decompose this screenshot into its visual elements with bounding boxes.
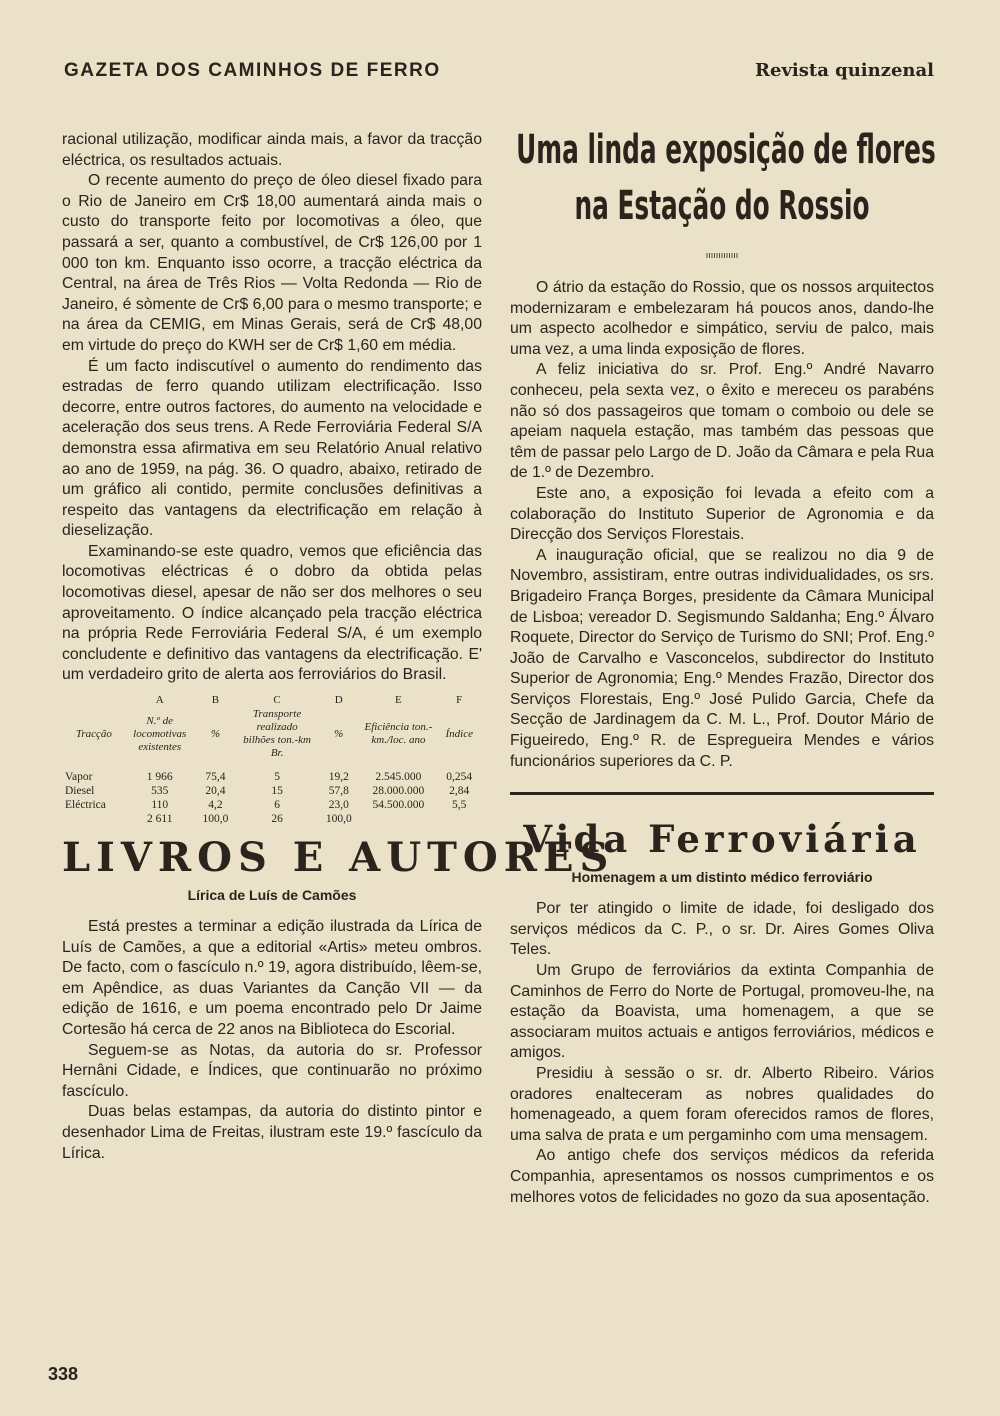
article-paragraph: É um facto indiscutível o aumento do rendimento das estradas de ferro quando utilizam electrificação. Isso decorre, entre outros factores, do aumento na velocidade e aceleração dos seus trens. A Rede Ferroviária Federal S/A demonstra essa afirmativa em seu Relatório Anual relativo ao ano de 1959, na pág. 36. O quadro, abaixo, retirado de um gráfico ali contido, permite conclusões definitivas a respeito das vantagens da electrificação em relação à dieselização. (62, 357, 482, 540)
left-column (62, 130, 615, 1164)
section-subtitle: Homenagem a um distinto médico ferroviário (571, 869, 873, 886)
article-paragraph: Ao antigo chefe dos serviços médicos da referida Companhia, apresentamos os nossos cumprimentos e os melhores votos de felicidades no gozo da sua aposentação. (510, 1147, 934, 1206)
column-letter: C (273, 694, 281, 707)
journal-title: GAZETA DOS CAMINHOS DE FERRO (64, 60, 441, 81)
article-paragraph: Está prestes a terminar a edição ilustrada da Lírica de Luís de Camões, a que a editorial «Artis» meteu ombros. De facto, com o fascículo n.º 19, agora distribuído, lêem-se, em Apêndice, as duas Variantes da Canção VII — da edição de 1616, e um poema encontrado pelo Dr Jaime Cortesão há cerca de 22 anos na Biblioteca do Escorial. (62, 918, 482, 1038)
section-title-livros: LIVROS E AUTORES (62, 834, 615, 882)
article-paragraph: Presidiu à sessão o sr. dr. Alberto Ribeiro. Vários oradores enalteceram as nobres qualidades do homenageado, a quem foram oferecidos ramos de flores, uma salva de prata e um pergaminho com uma mensagem. (510, 1065, 934, 1144)
column-letter: B (211, 694, 220, 707)
right-column (510, 122, 934, 1208)
column-header: Transporte realizado bilhões ton.-km Br. (243, 708, 311, 760)
column-letter: D (334, 694, 343, 707)
article-paragraph: A feliz iniciativa do sr. Prof. Eng.º André Navarro conheceu, pela sexta vez, o êxito e mereceu os parabéns não só dos passageiros que tomam o comboio ou dele se apeiam naquela estação, mas também das pessoas que têm de passar pelo Largo de D. João da Câmara e pela Rua de 1.º de Dezembro. (510, 361, 934, 482)
article-paragraph: Seguem-se as Notas, da autoria do sr. Professor Hernâni Cidade, e Índices, que continuarão no próximo fascículo. (62, 1041, 482, 1100)
article-paragraph: racional utilização, modificar ainda mais, a favor da tracção eléctrica, os resultados actuais. (62, 131, 482, 169)
article-paragraph: Por ter atingido o limite de idade, foi desligado dos serviços médicos da C. P., o sr. Dr. Aires Gomes Oliva Teles. (510, 900, 934, 959)
column-header: N.º de locomotivas existentes (133, 714, 187, 753)
efficiency-table (62, 694, 482, 826)
column-header: % (334, 727, 344, 740)
page-number: 338 (48, 1364, 79, 1384)
article-paragraph: Este ano, a exposição foi levada a efeito com a colaboração do Instituto Superior de Agronomia e da Direcção dos Serviços Florestais. (510, 484, 934, 544)
column-header: Tracção (75, 727, 112, 740)
column-header: Eficiência ton.-km./loc. ano (364, 721, 433, 747)
section-subtitle: Lírica de Luís de Camões (187, 887, 357, 904)
article-paragraph: Duas belas estampas, da autoria do distinto pintor e desenhador Lima de Freitas, ilustram este 19.º fascículo da Lírica. (62, 1103, 482, 1162)
column-letter: A (155, 694, 164, 707)
ornament-divider: ııııııııııııı (705, 250, 739, 260)
journal-subtitle: Revista quinzenal (755, 60, 934, 81)
column-letter: E (395, 694, 402, 707)
column-header: % (210, 727, 220, 740)
section-title-vida: Vida Ferroviária (523, 817, 921, 862)
column-letter: F (456, 694, 463, 707)
article-paragraph: Um Grupo de ferroviários da extinta Companhia de Caminhos de Ferro do Norte de Portugal, promoveu-lhe, na estação da Boavista, uma homenagem, a que se associaram muitos actuais e antigos ferroviários, médicos e amigos. (510, 962, 934, 1062)
column-header: Índice (445, 727, 473, 740)
table-row: Diesel 535 20,4 15 57,8 28.000.000 2,84 (65, 785, 470, 798)
table-row: Eléctrica 110 4,2 6 23,0 54.500.000 5,5 (65, 799, 467, 812)
exposicao-title-line2: na Estação do Rossio (574, 183, 870, 229)
section-divider (510, 792, 934, 795)
article-paragraph: Examinando-se este quadro, vemos que eficiência das locomotivas eléctricas é o dobro da obtida pelas locomotivas diesel, apesar de não ser dos melhores o seu aproveitamento. O índice alcançado pela tracção eléctrica na própria Rede Ferroviária Federal S/A, é um exemplo concludente e definitivo das vantagens da electrificação. E' um verdadeiro grito de alerta aos ferroviários do Brasil. (62, 542, 482, 684)
article-paragraph: A inauguração oficial, que se realizou no dia 9 de Novembro, assistiram, entre outras individualidades, os srs. Brigadeiro França Borges, presidente da Câmara Municipal de Lisboa; vereador D. Segismundo Saldanha; Eng.º Álvaro Roquete, Director do Serviço de Turismo do SNI; Prof. Eng.º João de Carvalho e Vasconcelos, subdirector do Instituto Superior de Agronomia; Eng.º Mendes Frazão, Director dos Serviços Florestais, Eng.º José Pulido Garcia, Chefe da Secção de Jardinagem da C. M. L., Prof. Doutor Mário de Figueiredo, Eng.º R. de Espregueira Mendes e vários funcionários superiores da C. P. (510, 546, 934, 770)
table-row: 2 611 100,0 26 100,0 (147, 813, 352, 826)
article-paragraph: O recente aumento do preço de óleo diesel fixado para o Rio de Janeiro em Cr$ 18,00 aumentará ainda mais o custo do transporte feito por locomotivas a óleo, que passará a ser, quanto a combustível, de Cr$ 126,00 por 1 000 ton km. Enquanto isso ocorre, a tracção eléctrica da Central, na área de Três Rios — Volta Redonda — Rio de Janeiro, é sòmente de Cr$ 6,00 para o mesmo transporte; e na área da CEMIG, em Minas Gerais, será de Cr$ 48,00 em virtude do preço do KWH ser de Cr$ 1,60 em média. (62, 172, 482, 354)
article-paragraph: O átrio da estação do Rossio, que os nossos arquitectos modernizaram e embelezaram há poucos anos, dando-lhe um aspecto acolhedor e simpático, serviu de palco, mais uma vez, a uma linda exposição de flores. (510, 279, 934, 358)
exposicao-title-line1: Uma linda exposição de flores (516, 127, 936, 173)
table-row: Vapor 1 966 75,4 5 19,2 2.545.000 0,254 (65, 771, 473, 784)
